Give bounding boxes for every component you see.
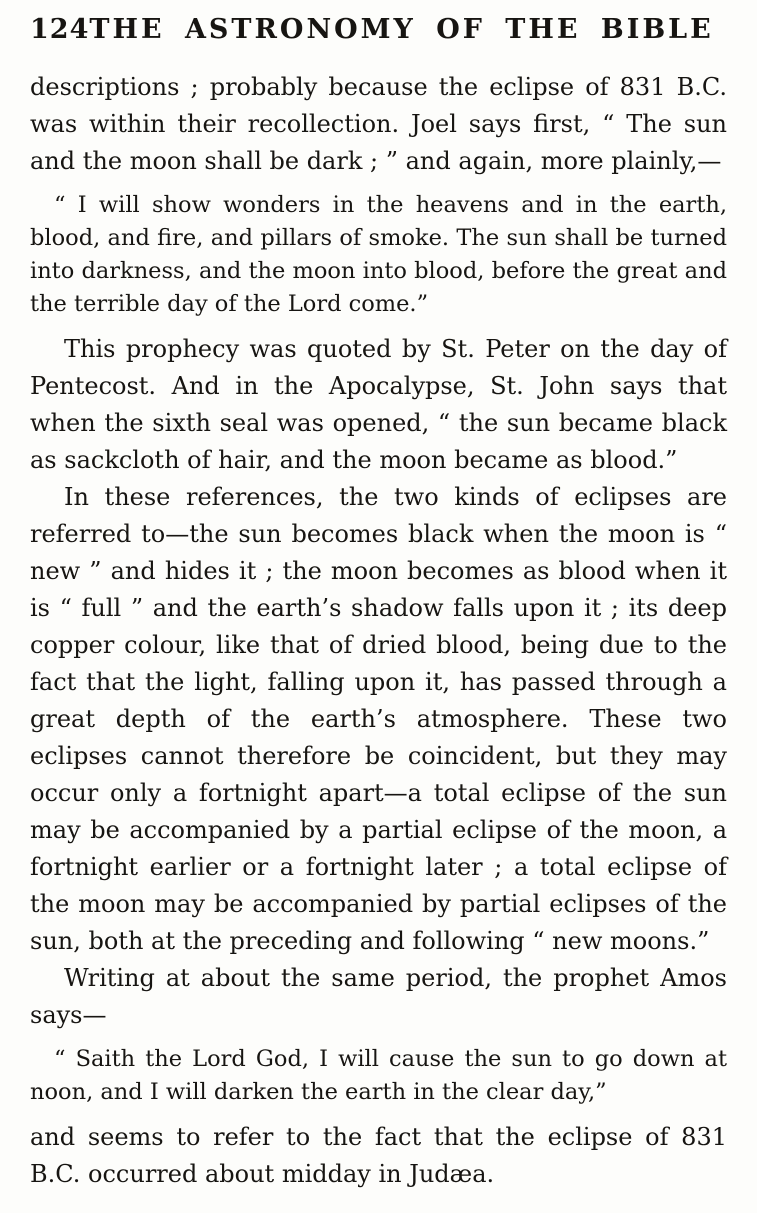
paragraph-continuation: descriptions ; probably because the eclipse of 831 B.C. was within their recollection. Joel says first, “ The sun and the moon shall be dark ; ” and again, more plainly,— <box>30 73 727 175</box>
running-head <box>30 14 727 45</box>
paragraph: This prophecy was quoted by St. Peter on the day of Pentecost. And in the Apocalypse, St. John says that when the sixth seal was opened, “ the sun became black as sackcloth of hair, and the moon became as blood.” <box>30 335 727 474</box>
paragraph: In these references, the two kinds of eclipses are referred to—the sun becomes black when the moon is “ new ” and hides it ; the moon becomes as blood when it is “ full ” and the earth’s shadow falls upon it ; its deep copper colour, like that of dried blood, being due to the fact that the light, falling upon it, has passed through a great depth of the earth’s atmosphere. These two eclipses cannot therefore be coincident, but they may occur only a fortnight apart—a total eclipse of the sun may be accompanied by a partial eclipse of the moon, a fortnight earlier or a fortnight later ; a total eclipse of the moon may be accompanied by partial eclipses of the sun, both at the preceding and following “ new moons.” <box>30 483 727 955</box>
block-quote-amos: “ Saith the Lord God, I will cause the sun to go down at noon, and I will darken the earth in the clear day,” <box>30 1046 727 1105</box>
page-number: 124 <box>30 14 90 45</box>
page-body <box>30 69 727 1193</box>
block-quote-joel: “ I will show wonders in the heavens and in the earth, blood, and fire, and pillars of smoke. The sun shall be turned into darkness, and the moon into blood, before the great and the terrible day of the Lord come.” <box>30 192 727 317</box>
paragraph-continuation: and seems to refer to the fact that the eclipse of 831 B.C. occurred about midday in Judæa. <box>30 1123 727 1188</box>
page-title: THE ASTRONOMY OF THE BIBLE <box>89 14 714 45</box>
paragraph: Writing at about the same period, the prophet Amos says— <box>30 964 727 1029</box>
